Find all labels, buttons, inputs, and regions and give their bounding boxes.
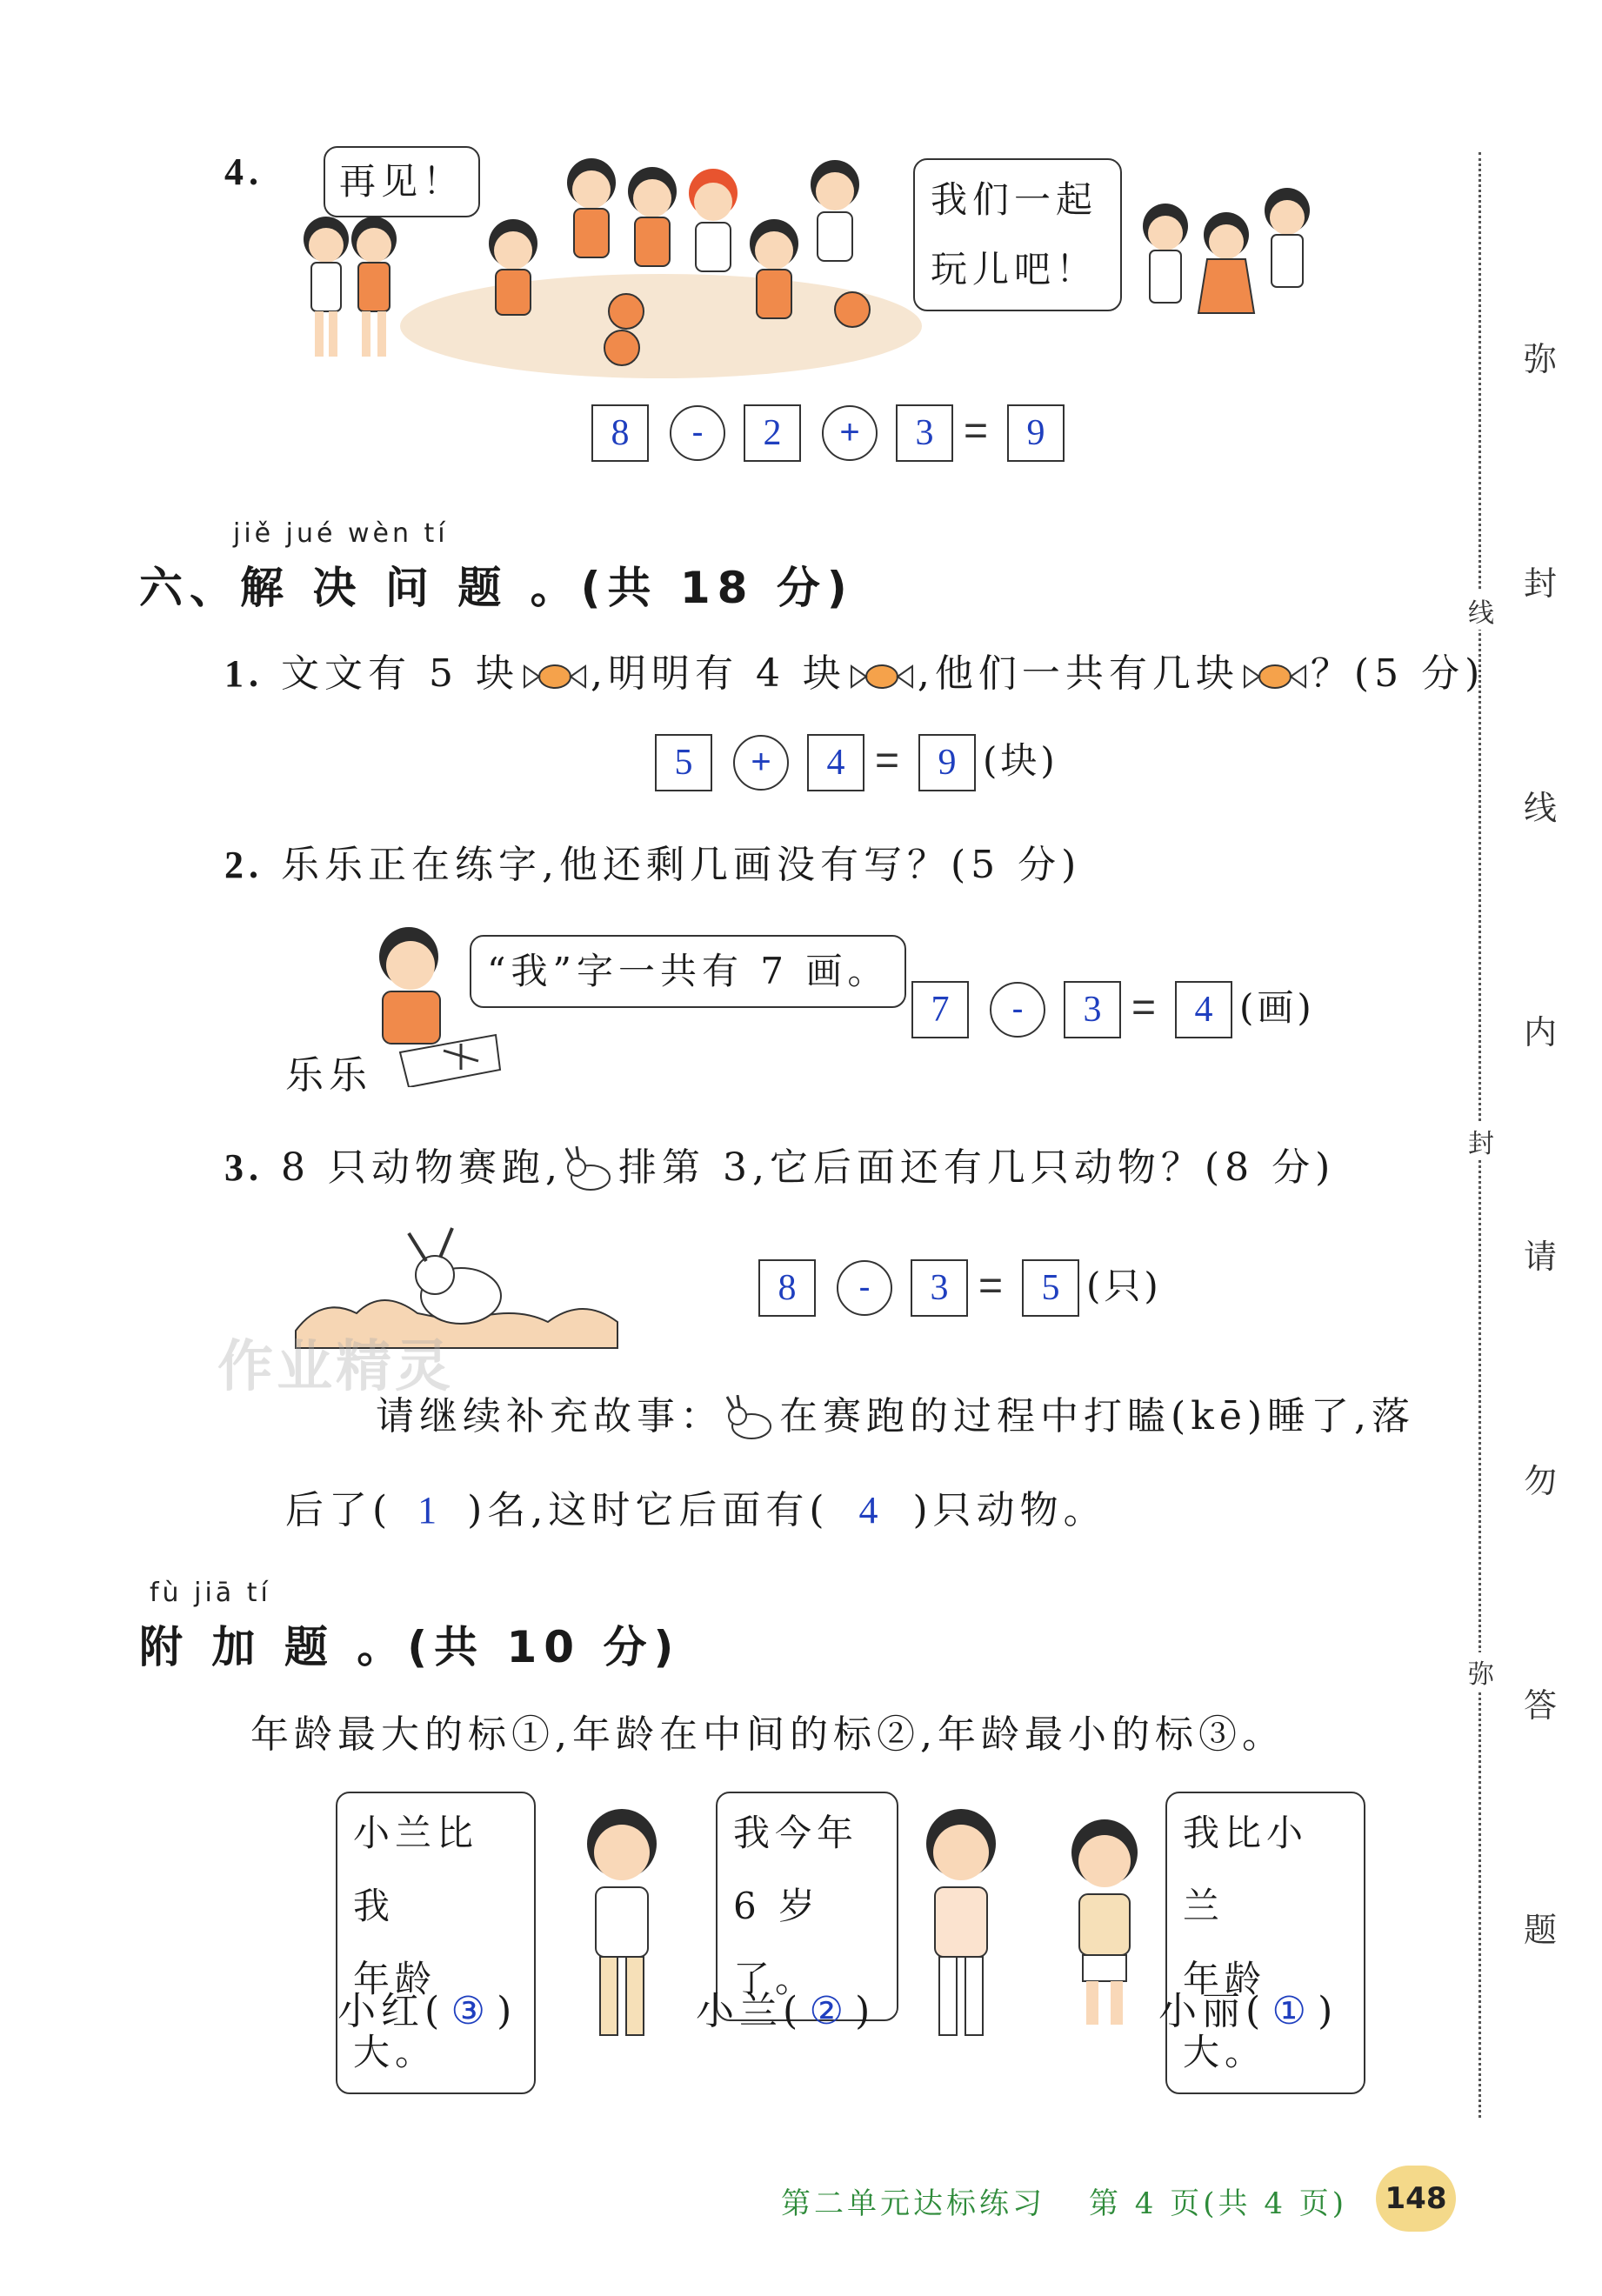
q4-answer-box-result[interactable]: 9 <box>1007 404 1065 462</box>
p1-answer-box-a[interactable]: 5 <box>655 734 712 791</box>
problem-3-text-a: 8 只动物赛跑, <box>281 1145 563 1190</box>
margin-char-2: 封 <box>1524 564 1558 603</box>
margin-char-4: 内 <box>1524 1013 1558 1051</box>
p1-answer-box-b[interactable]: 4 <box>807 734 864 791</box>
name-xiaolan: 小兰( <box>696 1989 804 2033</box>
p1-unit: (块) <box>983 739 1058 782</box>
answer-xiaohong-value[interactable]: ③ <box>451 1990 491 2032</box>
bubble-xiaohong-line2: 年龄大。 <box>353 1958 437 2073</box>
speech-bubble-xiaoli <box>1165 1792 1365 2094</box>
p3-equals-sign: = <box>978 1263 1004 1309</box>
name-xiaoli: 小丽( <box>1158 1989 1266 2033</box>
side-label-seal: 封 <box>1468 1122 1494 1160</box>
bubble-xiaohong-line1: 小兰比我 <box>353 1812 479 1927</box>
problem-3-continue-line2 <box>285 1478 1107 1534</box>
problem-1-text-d: ？(5 分) <box>1310 651 1485 696</box>
answer-xiaohong-close: ) <box>497 1989 517 2033</box>
bubble-xiaolan-line2: 6 岁了。 <box>733 1885 821 2000</box>
p3-operator-circle[interactable]: - <box>837 1260 892 1316</box>
q4-operator-circle-1[interactable]: - <box>670 405 725 461</box>
rabbit-icon <box>563 1146 618 1195</box>
footer-page-info: 第 4 页(共 4 页) <box>1089 2186 1348 2221</box>
candy-icon <box>519 659 591 694</box>
speech-bubble-play-line2: 玩儿吧！ <box>931 248 1098 290</box>
p1-answer-box-result[interactable]: 9 <box>918 734 976 791</box>
speech-bubble-strokes-text: “我”字一共有 7 画。 <box>487 950 890 992</box>
girl-xiaoli-illustration <box>1048 1809 1161 2035</box>
side-label-close: 弥 <box>1468 1652 1494 1691</box>
problem-1-text-b: ,明明有 4 块 <box>590 651 846 696</box>
answer-xiaolan <box>696 1979 875 2035</box>
kids-inviting-figures <box>1143 188 1310 313</box>
problem-3-continue-b: 在赛跑的过程中打瞌(kē)睡了,落 <box>779 1394 1416 1438</box>
problem-1-text-c: ,他们一共有几块 <box>917 651 1239 696</box>
p2-answer-box-b[interactable]: 3 <box>1064 981 1121 1038</box>
speech-bubble-strokes <box>470 935 906 1008</box>
problem-1-text <box>224 642 1485 697</box>
answer-xiaoli-value[interactable]: ① <box>1272 1990 1312 2032</box>
p1-equals-sign: = <box>875 738 900 784</box>
section6-title: 六、解 决 问 题 。(共 18 分) <box>139 563 854 613</box>
answer-xiaoli-close: ) <box>1318 1989 1338 2033</box>
candy-icon <box>846 659 918 694</box>
problem-1-text-a: 文文有 5 块 <box>281 651 519 696</box>
problem-2-question: 乐乐正在练字,他还剩几画没有写？(5 分) <box>281 843 1082 887</box>
p3-answer-box-b[interactable]: 3 <box>911 1259 968 1317</box>
margin-char-7: 答 <box>1524 1686 1558 1725</box>
footer-unit-title: 第二单元达标练习 <box>781 2186 1045 2221</box>
candy-icon <box>1239 659 1311 694</box>
p3-answer-box-a[interactable]: 8 <box>758 1259 816 1317</box>
problem-2-text <box>224 833 1081 889</box>
problem-3-line2-a: 后了( <box>285 1488 393 1532</box>
p3-unit: (只) <box>1086 1265 1162 1307</box>
section6-pinyin: jiě jué wèn tí <box>233 518 449 549</box>
p1-operator-circle[interactable]: + <box>733 735 789 791</box>
margin-char-3: 线 <box>1524 789 1558 827</box>
q4-answer-box-c[interactable]: 3 <box>896 404 953 462</box>
page-number-badge: 148 <box>1376 2166 1456 2232</box>
p2-answer-box-result[interactable]: 4 <box>1175 981 1232 1038</box>
problem-3-continue-line1 <box>376 1385 1415 1444</box>
question-4-number: 4. <box>224 150 264 193</box>
p3-blank-answer-1[interactable]: 1 <box>417 1489 443 1532</box>
margin-char-6: 勿 <box>1524 1462 1558 1500</box>
bonus-pinyin: fù jiā tí <box>150 1578 271 1608</box>
p3-answer-box-result[interactable]: 5 <box>1022 1259 1079 1317</box>
speech-bubble-play-line1: 我们一起 <box>931 178 1098 221</box>
problem-3-text-b: 排第 3,它后面还有几只动物？(8 分) <box>617 1145 1336 1190</box>
watermark-text: 作业精灵 <box>217 1335 454 1399</box>
q4-operator-circle-2[interactable]: + <box>822 405 878 461</box>
margin-char-1: 弥 <box>1524 340 1558 378</box>
speech-bubble-goodbye-text: 再见！ <box>339 160 465 203</box>
p2-operator-circle[interactable]: - <box>990 982 1045 1038</box>
speech-bubble-xiaohong <box>336 1792 536 2094</box>
problem-2-number: 2. <box>224 844 264 886</box>
bubble-xiaoli-line2: 年龄大。 <box>1183 1958 1267 2073</box>
problem-3-line2-c: )只动物。 <box>912 1488 1107 1532</box>
q4-answer-box-b[interactable]: 2 <box>744 404 801 462</box>
speech-bubble-play-together <box>913 158 1122 311</box>
problem-3-line2-b: )名,这时它后面有( <box>467 1488 830 1532</box>
kids-leaving-figure <box>304 217 397 357</box>
margin-char-8: 题 <box>1524 1911 1558 1949</box>
girl-xiaolan-illustration <box>896 1800 1026 2044</box>
bonus-title: 附 加 题 。(共 10 分) <box>139 1622 681 1672</box>
problem-1-number: 1. <box>224 652 264 695</box>
side-label-line: 线 <box>1468 591 1494 630</box>
problem-3-continue-a: 请继续补充故事： <box>376 1394 724 1438</box>
p2-answer-box-a[interactable]: 7 <box>911 981 969 1038</box>
problem-3-text <box>224 1136 1335 1195</box>
answer-xiaohong <box>337 1979 517 2035</box>
p2-unit: (画) <box>1239 986 1315 1029</box>
answer-xiaolan-close: ) <box>855 1989 876 2033</box>
p2-equals-sign: = <box>1131 984 1157 1031</box>
bubble-xiaoli-line1: 我比小兰 <box>1183 1812 1309 1927</box>
bubble-xiaolan-line1: 我今年 <box>733 1812 859 1854</box>
bonus-instruction: 年龄最大的标①,年龄在中间的标②,年龄最小的标③。 <box>250 1712 1285 1757</box>
margin-char-5: 请 <box>1524 1238 1558 1276</box>
p3-blank-answer-2[interactable]: 4 <box>858 1489 884 1532</box>
q4-answer-box-a[interactable]: 8 <box>591 404 649 462</box>
name-xiaohong: 小红( <box>337 1989 445 2033</box>
answer-xiaolan-value[interactable]: ② <box>809 1990 849 2032</box>
q4-equals-sign: = <box>964 408 989 454</box>
children-playing-illustration <box>278 139 1357 391</box>
girl-xiaohong-illustration <box>557 1800 687 2044</box>
problem-3-number: 3. <box>224 1146 264 1189</box>
rabbit-icon <box>724 1395 779 1444</box>
answer-xiaoli <box>1158 1979 1338 2035</box>
lele-name-label: 乐乐 <box>285 1053 372 1098</box>
